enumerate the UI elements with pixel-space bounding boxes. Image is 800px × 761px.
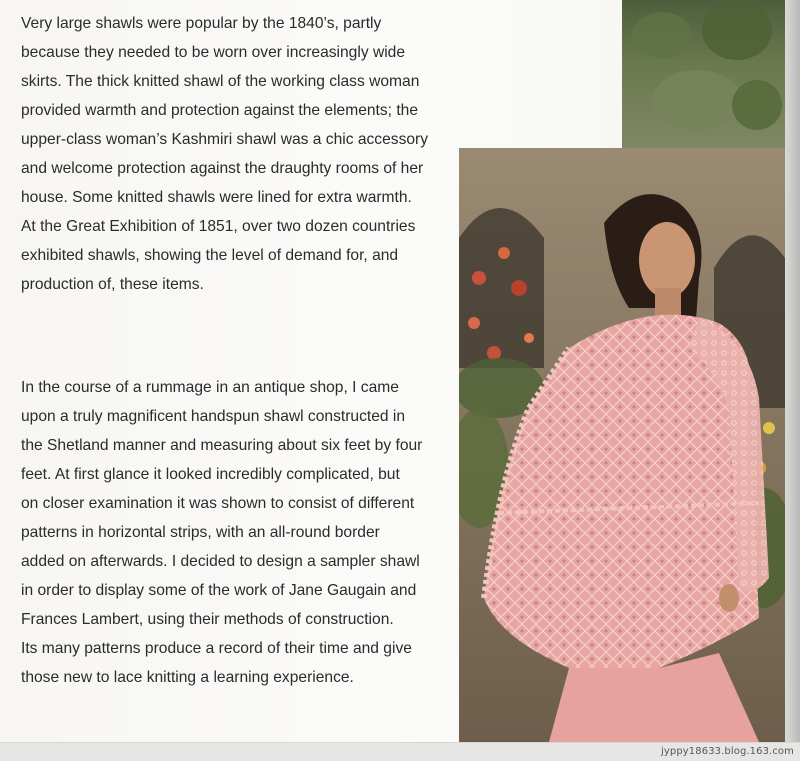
page-edge [785,0,800,742]
text-line: upper-class woman’s Kashmiri shawl was a chic accessory [21,131,429,148]
foliage-shape [652,70,742,130]
text-line: skirts. The thick knitted shawl of the working class woman [21,73,420,90]
text-line: the Shetland manner and measuring about six feet by four [21,437,423,454]
text-line: those new to lace knitting a learning experience. [21,669,354,686]
paragraph-1 [21,9,481,299]
text-line: feet. At first glance it looked incredibly complicated, but [21,466,400,483]
garden-photo [622,0,785,148]
text-line: because they needed to be worn over increasingly wide [21,44,406,61]
face [639,222,695,298]
foliage-shape [732,80,782,130]
foliage-shape [632,12,692,58]
text-line: in order to display some of the work of Jane Gaugain and [21,582,417,599]
watermark: jyppy18633.blog.163.com [661,746,794,757]
archway [459,208,544,368]
text-line: At the Great Exhibition of 1851, over two dozen countries [21,218,416,235]
text-line: patterns in horizontal strips, with an all-round border [21,524,380,541]
paragraph-2 [21,373,481,692]
text-line: upon a truly magnificent handspun shawl constructed in [21,408,406,425]
text-line: exhibited shawls, showing the level of demand for, and [21,247,399,264]
text-line: Frances Lambert, using their methods of construction. [21,611,394,628]
text-line: on closer examination it was shown to consist of different [21,495,415,512]
text-line: house. Some knitted shawls were lined for extra warmth. [21,189,412,206]
text-line: In the course of a rummage in an antique shop, I came [21,379,399,396]
text-line: Very large shawls were popular by the 1840’s, partly [21,15,382,32]
text-line: provided warmth and protection against the elements; the [21,102,419,119]
text-line: production of, these items. [21,276,204,293]
text-line: and welcome protection against the draughty rooms of her [21,160,424,177]
shawl-photo-illustration [459,148,785,742]
text-line: Its many patterns produce a record of their time and give [21,640,412,657]
foliage-shape [702,0,772,60]
text-line: added on afterwards. I decided to design a sampler shawl [21,553,420,570]
shawl-photo [459,148,785,742]
hand [719,584,739,612]
footer-bar [0,742,800,761]
